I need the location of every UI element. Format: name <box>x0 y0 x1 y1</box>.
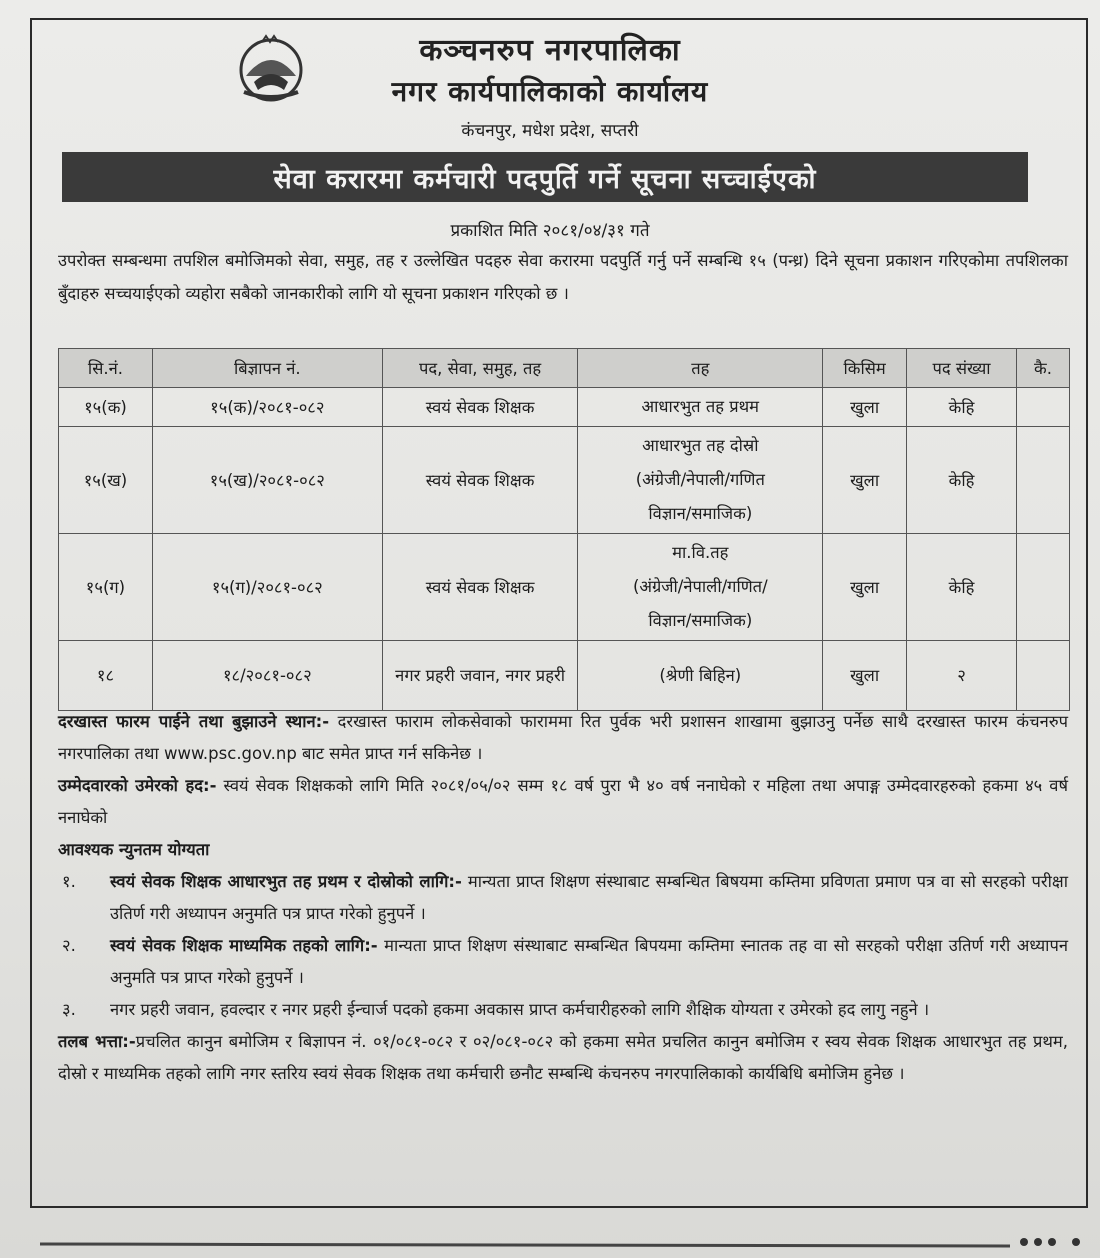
table-row <box>59 641 1070 711</box>
cell-level-line: मा.वि.तह <box>672 543 729 562</box>
application-label: दरखास्त फारम पाईने तथा बुझाउने स्थान:- <box>58 712 330 731</box>
page-edge-decoration <box>0 1218 1100 1258</box>
cell-remark <box>1016 641 1069 711</box>
item-number: ३. <box>62 1000 76 1019</box>
item-number: १. <box>62 872 76 891</box>
office-name: नगर कार्यपालिकाको कार्यालय <box>391 75 709 108</box>
item-text: मान्यता प्राप्त शिक्षण संस्थाबाट सम्बन्धित बिषयमा कम्तिमा प्रविणता प्रमाण पत्र वा सो सरहको परीक्षा उतिर्ण गरी अध्यापन अनुमति पत्र प्राप्त गरेको हुनुपर्ने । <box>110 872 1068 923</box>
salary-paragraph <box>58 1026 1068 1090</box>
col-header-type: किसिम <box>823 349 907 388</box>
cell-post: स्वयं सेवक शिक्षक <box>382 534 578 641</box>
item-label: स्वयं सेवक शिक्षक आधारभुत तह प्रथम र दोस्रोको लागि:- <box>110 872 462 891</box>
cell-count: २ <box>907 641 1017 711</box>
cell-ad-no: १५(क)/२०८१-०८२ <box>152 388 382 427</box>
cell-sn: १५(क) <box>59 388 153 427</box>
cell-type: खुला <box>823 641 907 711</box>
cell-level-line: (श्रेणी बिहिन) <box>659 665 742 685</box>
table-header-row <box>59 349 1070 388</box>
col-header-ad-no: बिज्ञापन नं. <box>152 349 382 388</box>
cell-ad-no: १५(ख)/२०८१-०८२ <box>152 427 382 534</box>
cell-count: केहि <box>907 388 1017 427</box>
notice-details <box>58 706 1068 1090</box>
cell-level-line: (अंग्रेजी/नेपाली/गणित/ <box>632 577 768 596</box>
intro-paragraph: उपरोक्त सम्बन्धमा तपशिल बमोजिमको सेवा, समुह, तह र उल्लेखित पदहरु सेवा करारमा पदपुर्ति गर्नु पर्ने सम्बन्धि १५ (पन्ध्र) दिने सूचना प्रकाशन गरिएकोमा तपशिलका बुँदाहरु सच्चयाईएको व्यहोरा सबैको जानकारीको लागि यो सूचना प्रकाशन गरिएको छ । <box>58 251 1068 303</box>
age-paragraph <box>58 770 1068 834</box>
qualification-item <box>58 930 1068 994</box>
col-header-remark: कै. <box>1016 349 1069 388</box>
cell-level <box>578 427 823 534</box>
cell-ad-no: १८/२०८१-०८२ <box>152 641 382 711</box>
cell-ad-no: १५(ग)/२०८१-०८२ <box>152 534 382 641</box>
cell-count: केहि <box>907 534 1017 641</box>
cell-count: केहि <box>907 427 1017 534</box>
qualification-item <box>58 866 1068 930</box>
item-text: मान्यता प्राप्त शिक्षण संस्थाबाट सम्बन्धित बिपयमा कम्तिमा स्नातक तह वा सो सरहको परीक्षा उतिर्ण गरी अध्यापन अनुमति पत्र प्राप्त गरेको हुनुपर्ने । <box>110 936 1068 987</box>
item-number: २. <box>62 936 76 955</box>
salary-text: प्रचलित कानुन बमोजिम र बिज्ञापन नं. ०१/०८१-०८२ र ०२/०८१-०८२ को हकमा समेत प्रचलित कानुन बमोजिम र स्वय सेवक शिक्षक आधारभुत तह प्रथम, दोस्रो र माध्यमिक तहको लागि नगर स्तरिय स्वयं सेवक शिक्षक तथा कर्मचारी छनौट सम्बन्धि कंचनरुप नगरपालिकाको कार्यबिधि बमोजिम हुनेछ । <box>58 1032 1068 1083</box>
cell-post: स्वयं सेवक शिक्षक <box>382 427 578 534</box>
table-row <box>59 427 1070 534</box>
cell-post: स्वयं सेवक शिक्षक <box>382 388 578 427</box>
item-label: स्वयं सेवक शिक्षक माध्यमिक तहको लागि:- <box>110 936 378 955</box>
cell-level-line: (अंग्रेजी/नेपाली/गणित <box>635 470 765 489</box>
item-text: नगर प्रहरी जवान, हवल्दार र नगर प्रहरी ईन्चार्ज पदको हकमा अवकास प्राप्त कर्मचारीहरुको लागि शैक्षिक योग्यता र उमेरको हद लागु नहुने । <box>110 1000 930 1019</box>
qualification-heading: आवश्यक न्युनतम योग्यता <box>58 840 210 859</box>
cell-remark <box>1016 427 1069 534</box>
published-date: प्रकाशित मिति २०८१/०४/३१ गते <box>450 221 650 241</box>
notice-title: सेवा करारमा कर्मचारी पदपुर्ति गर्ने सूचना सच्चाईएको <box>273 163 817 195</box>
age-label: उम्मेदवारको उमेरको हद:- <box>58 776 217 795</box>
cell-post: नगर प्रहरी जवान, नगर प्रहरी <box>382 641 578 711</box>
cell-remark <box>1016 388 1069 427</box>
application-paragraph <box>58 706 1068 770</box>
cell-type: खुला <box>823 534 907 641</box>
cell-level-line: आधारभुत तह दोस्रो <box>642 436 759 455</box>
cell-type: खुला <box>823 427 907 534</box>
table-row <box>59 534 1070 641</box>
cell-level <box>578 641 823 711</box>
cell-sn: १५(ग) <box>59 534 153 641</box>
col-header-level: तह <box>578 349 823 388</box>
cell-remark <box>1016 534 1069 641</box>
cell-type: खुला <box>823 388 907 427</box>
col-header-count: पद संख्या <box>907 349 1017 388</box>
col-header-post: पद, सेवा, समुह, तह <box>382 349 578 388</box>
qualification-item <box>58 994 1068 1026</box>
notice-title-banner <box>62 152 1028 202</box>
vacancy-table <box>58 348 1070 711</box>
municipality-name: कञ्चनरुप नगरपालिका <box>419 33 681 68</box>
col-header-sn: सि.नं. <box>59 349 153 388</box>
application-text: दरखास्त फाराम लोकसेवाको फाराममा रित पुर्वक भरी प्रशासन शाखामा बुझाउनु पर्नेछ साथै दरखास्त फारम कंचनरुप नगरपालिका तथा www.psc.gov.np बाट समेत प्राप्त गर्न सकिनेछ । <box>58 712 1068 763</box>
cell-sn: १८ <box>59 641 153 711</box>
office-address: कंचनपुर, मधेश प्रदेश, सप्तरी <box>461 121 639 141</box>
cell-level-line: विज्ञान/समाजिक) <box>648 504 753 523</box>
cell-level-line: विज्ञान/समाजिक) <box>648 611 753 630</box>
cell-level <box>578 534 823 641</box>
age-text: स्वयं सेवक शिक्षकको लागि मिति २०८१/०५/०२ सम्म १८ वर्ष पुरा भै ४० वर्ष ननाघेको र महिला तथा अपाङ्ग उम्मेदवारहरुको हकमा ४५ वर्ष ननाघेको <box>58 776 1068 827</box>
salary-label: तलब भत्ता:- <box>58 1032 136 1051</box>
cell-level-line: आधारभुत तह प्रथम <box>641 397 760 416</box>
cell-sn: १५(ख) <box>59 427 153 534</box>
cell-level <box>578 388 823 427</box>
table-row <box>59 388 1070 427</box>
